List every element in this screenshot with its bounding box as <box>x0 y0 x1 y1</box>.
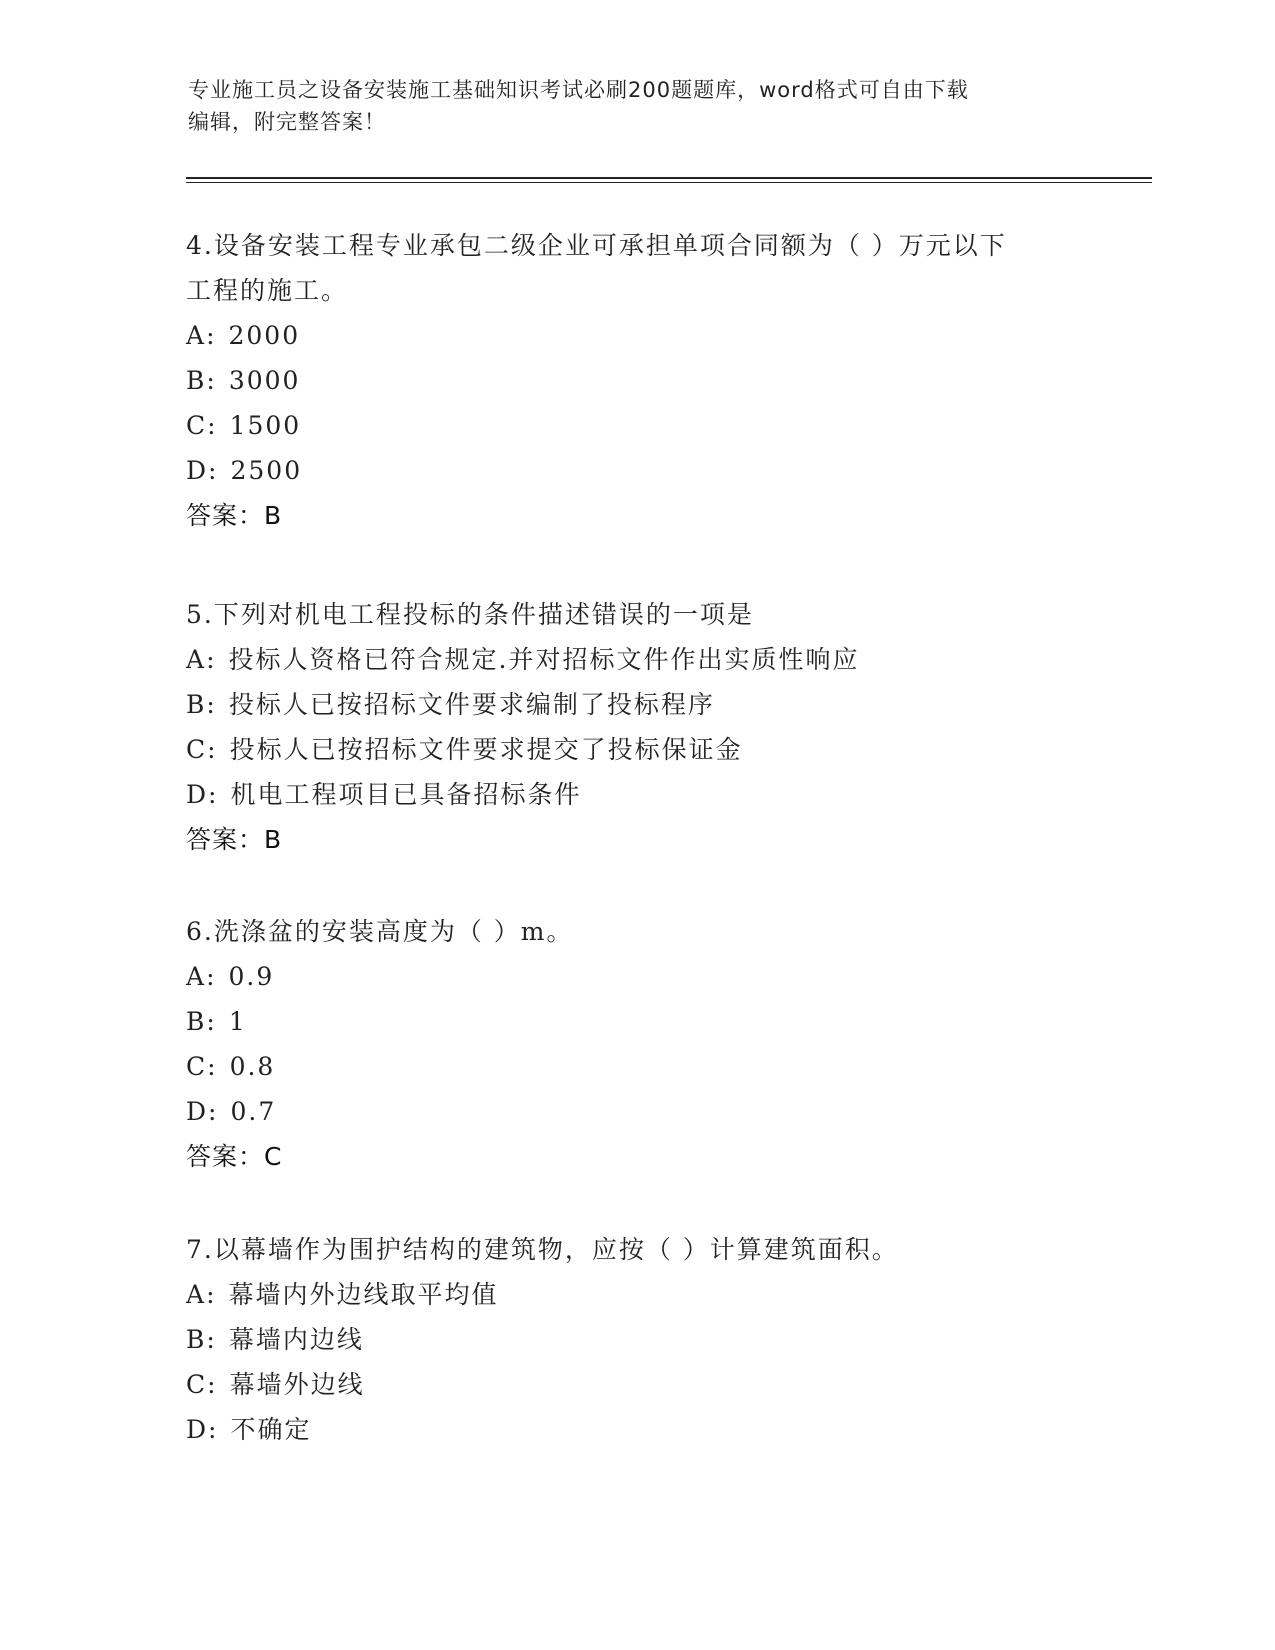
option-text: 幕墙内边线 <box>228 1325 364 1354</box>
option-text: 0.7 <box>230 1097 277 1126</box>
option-c <box>186 727 1086 772</box>
option-text: 投标人已按招标文件要求提交了投标保证金 <box>229 735 743 764</box>
header-divider-thick <box>186 177 1152 179</box>
option-text: 3000 <box>228 366 301 395</box>
option-text: 幕墙内外边线取平均值 <box>228 1280 499 1309</box>
option-separator: : <box>207 735 218 764</box>
option-a <box>186 313 1086 358</box>
question-stem: 4.设备安装工程专业承包二级企业可承担单项合同额为（ ）万元以下 <box>186 231 1007 260</box>
option-letter: C <box>186 1052 208 1081</box>
option-separator: : <box>206 962 217 991</box>
option-separator: : <box>207 411 218 440</box>
answer-line: 答案：B <box>186 825 283 854</box>
question-stem: 6.洗涤盆的安装高度为（ ）m。 <box>186 917 574 946</box>
option-letter: B <box>186 690 207 719</box>
option-text: 机电工程项目已具备招标条件 <box>230 780 582 809</box>
option-separator: : <box>206 1280 217 1309</box>
option-separator: : <box>206 690 217 719</box>
option-b <box>186 1317 1086 1362</box>
option-letter: B <box>186 366 207 395</box>
option-text: 投标人已按招标文件要求编制了投标程序 <box>228 690 715 719</box>
option-d <box>186 1407 1086 1452</box>
option-separator: : <box>206 321 217 350</box>
option-letter: C <box>186 411 208 440</box>
option-letter: C <box>186 735 208 764</box>
question-6 <box>186 909 1086 1180</box>
header-title-line-2: 编辑，附完整答案！ <box>188 110 386 134</box>
document-header <box>188 74 1068 138</box>
question-stem: 7.以幕墙作为围护结构的建筑物，应按（ ）计算建筑面积。 <box>186 1235 899 1264</box>
option-text: 2500 <box>230 456 303 485</box>
question-stem-continued: 工程的施工。 <box>186 276 349 305</box>
option-d <box>186 448 1086 493</box>
option-c <box>186 1362 1086 1407</box>
option-separator: : <box>206 1007 217 1036</box>
option-text: 1 <box>228 1007 247 1036</box>
option-letter: B <box>186 1007 207 1036</box>
option-letter: A <box>186 962 207 991</box>
option-a <box>186 637 1086 682</box>
option-d <box>186 772 1086 817</box>
option-separator: : <box>207 1370 218 1399</box>
option-d <box>186 1089 1086 1134</box>
option-text: 0.9 <box>228 962 275 991</box>
option-separator: : <box>208 1097 219 1126</box>
option-text: 0.8 <box>229 1052 276 1081</box>
option-letter: A <box>186 1280 207 1309</box>
option-a <box>186 1272 1086 1317</box>
header-title-line-1: 专业施工员之设备安装施工基础知识考试必刷200题题库，word格式可自由下载 <box>188 78 969 102</box>
option-letter: D <box>186 1097 209 1126</box>
option-separator: : <box>206 645 217 674</box>
option-c <box>186 1044 1086 1089</box>
option-b <box>186 999 1086 1044</box>
option-letter: D <box>186 1415 209 1444</box>
option-separator: : <box>208 456 219 485</box>
question-4 <box>186 223 1086 539</box>
option-text: 1500 <box>229 411 302 440</box>
option-b <box>186 358 1086 403</box>
option-letter: D <box>186 780 209 809</box>
header-divider-thin <box>186 182 1152 183</box>
option-letter: A <box>186 321 207 350</box>
question-7 <box>186 1227 1086 1452</box>
option-separator: : <box>206 1325 217 1354</box>
option-b <box>186 682 1086 727</box>
option-text: 2000 <box>228 321 301 350</box>
question-5 <box>186 592 1086 863</box>
option-letter: C <box>186 1370 208 1399</box>
option-letter: D <box>186 456 209 485</box>
option-a <box>186 954 1086 999</box>
option-separator: : <box>206 366 217 395</box>
option-letter: A <box>186 645 207 674</box>
option-separator: : <box>208 1415 219 1444</box>
option-text: 投标人资格已符合规定.并对招标文件作出实质性响应 <box>228 645 860 674</box>
answer-line: 答案：B <box>186 501 283 530</box>
option-c <box>186 403 1086 448</box>
option-letter: B <box>186 1325 207 1354</box>
question-stem: 5.下列对机电工程投标的条件描述错误的一项是 <box>186 600 754 629</box>
option-text: 不确定 <box>230 1415 312 1444</box>
answer-line: 答案：C <box>186 1142 283 1171</box>
option-text: 幕墙外边线 <box>229 1370 365 1399</box>
option-separator: : <box>208 780 219 809</box>
option-separator: : <box>207 1052 218 1081</box>
